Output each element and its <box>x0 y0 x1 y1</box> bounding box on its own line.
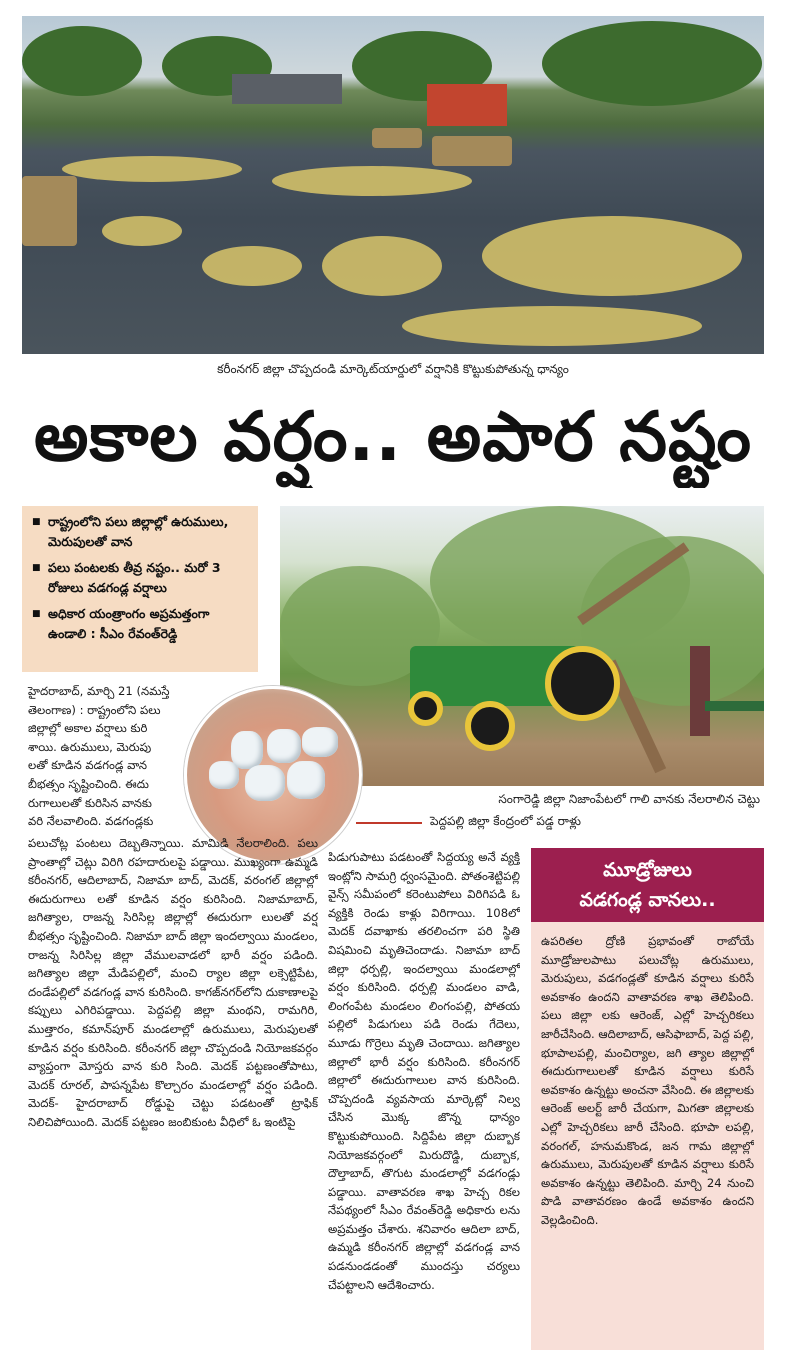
article-col2-body: పిడుగుపాటు పడటంతో సిద్దయ్య అనే వ్యక్తి ఇంట్లోని సామగ్రి ధ్వంసమైంది. పోతంశెట్టిపల్లి వైన్స్ సమీపంలో కరెంటుపోలు విరిగిపడి ఓ వ్యక్తికి రెండు కాళ్లు విరిగాయి. 108లో మెదక్ దవాఖాకు తరలించగా పరి స్థితి విషమించి మృతిచెందాడు. నిజామా బాద్ జిల్లా ధర్పల్లి, ఇందల్వాయి మండలాల్లో వర్షం కురిసింది. ధర్పల్లి మండలం వాడి, లింగంపేట మండలం లింగంపల్లి, పోతయ పల్లిలో పిడుగులు పడి రెండు గేదెలు, మూడు గొర్రెలు మృతి చెందాయి. జగిత్యాల జిల్లాలో భారీ వర్షం కురిసింది. కరీంనగర్ జిల్లాలో ఈదురుగాలుల వాన కురిసింది. చొప్పదండి వ్యవసాయ మార్కెట్లో నిల్వ చేసిన మొక్క జొన్న ధాన్యం కొట్టుకుపోయింది. సిద్దిపేట జిల్లా దుబ్బాక నియోజకవర్గంలో మిరుదొడ్డి, దుబ్బాక, దౌల్తాబాద్, తొగుట మండలాల్లో వడగండ్లు పడ్డాయి. వాతావరణ శాఖ హెచ్చ రికల నేపథ్యంలో సీఎం రేవంత్‌రెడ్డి అధికారు లను అప్రమత్తం చేశారు. శనివారం ఆదిలా బాద్, ఉమ్మడి కరీంనగర్ జిల్లాల్లో వడగండ్ల వాన పడనుండడంతో ముందస్తు చర్యలు చేపట్టాలని ఆదేశించారు. <box>328 850 520 1292</box>
top-photo <box>22 16 764 354</box>
article-line: బీభత్సం సృష్టించింది. ఈదు <box>28 776 149 791</box>
tree-photo-caption: సంగారెడ్డి జిల్లా నిజాంపేటలో గాలి వానకు నేలరాలిన చెట్టు <box>498 792 760 806</box>
sidebar-title <box>531 848 764 922</box>
top-photo-caption: కరీంనగర్ జిల్లా చొప్పదండి మార్కెట్‌యార్డులో వర్షానికి కొట్టుకుపోతున్న ధాన్యం <box>217 362 569 376</box>
sidebar-title-line2: వడగండ్ల వానలు.. <box>579 889 716 911</box>
article-line: తెలంగాణ) : రాష్ట్రంలోని పలు <box>28 702 161 717</box>
article-line: జిల్లాల్లో అకాల వర్షాలు కురి <box>28 721 148 736</box>
article-line: హైదరాబాద్, మార్చి 21 (నమస్తే <box>28 684 170 698</box>
article-line: లతో కూడిన వడగండ్ల వాన <box>28 758 148 773</box>
highlight-item: ■ పలు పంటలకు తీవ్ర నష్టం.. మరో 3 రోజులు వడగండ్ల వర్షాలు <box>32 558 248 598</box>
article-col1-body: పలుచోట్ల పంటలు దెబ్బతిన్నాయి. మామిడి నేలరాలింది. పలు ప్రాంతాల్లో చెట్లు విరిగి రహదారులపై పడ్డాయి. ముఖ్యంగా ఉమ్మడి కరీంనగర్, ఆదిలాబాద్, నిజామా బాద్, మెదక్, వరంగల్ జిల్లాల్లో ఈదురుగాలు లతో కూడిన వర్షం కురిసింది. నిజామాబాద్, జగిత్యాల, రాజన్న సిరిసిల్ల జిల్లాల్లో ఈదురుగా లులతో వర్ష బీభత్సం సృష్టించింది. నిజామా బాద్ జిల్లా ఇందల్వాయి మండలం, రాజన్న సిరిసిల్ల జిల్లా వేములవాడలో భారీ వర్షం పడింది. జగిత్యాల జిల్లా మేడిపల్లిలో, మంచి ర్యాల జిల్లా లక్సెట్టిపేట, దండేపల్లిలో వడగండ్ల వాన కురిసింది. కాగజ్‌నగర్‌లోని దుకాణాలపై కప్పులు ఎగిరిపడ్డాయి. పెద్దపల్లి జిల్లా మంథని, రామగిరి, ముత్తారం, కమాన్‌పూర్ మండలాల్లో ఉరుములు, మెరుపులతో కూడిన వర్షం కురిసింది. కరీంనగర్ జిల్లా చొప్పదండి నియోజకవర్గం వ్యాప్తంగా మోస్తరు వాన కురి సింది. మెదక్ పట్టణంతోపాటు, మెదక్ రూరల్, పాపన్నపేట కొల్చారం మండలాల్లో వర్షం పడింది. మెదక్- హైదరాబాద్ రోడ్డుపై చెట్టు పడటంతో ట్రాఫిక్ నిలిచిపోయింది. మెదక్ పట్టణం జంబికుంట వీధిలో ఓ ఇంటిపై <box>28 836 318 1129</box>
article-line: శాయి. ఉరుములు, మెరుపు <box>28 739 152 754</box>
sidebar-title-line1: మూడ్రోజులు <box>603 859 692 881</box>
sidebar-body <box>531 922 764 1350</box>
sidebar-text: ఉపరితల ద్రోణి ప్రభావంతో రాబోయే మూడ్రోజులపాటు పలుచోట్ల ఉరుములు, మెరుపులు, వడగండ్లతో కూడిన వర్షాలు కురిసే అవకాశం ఉందని వాతావరణ శాఖ తెలిపింది. పలు జిల్లా లకు ఆరెంజ్, ఎల్లో హెచ్చరికలు జారీచేసింది. ఆదిలాబాద్, ఆసిఫాబాద్, పెద్ద పల్లి, భూపాలపల్లి, మంచిర్యాల, జగి త్యాల జిల్లాల్లో ఈదురుగాలులతో కూడిన వర్షాలు కురిసే అవకాశం ఉన్నట్టు అంచనా వేసింది. ఈ జిల్లాలకు ఆరెంజ్ అలర్ట్ జారీ చేయగా, మిగతా జిల్లాలకు ఎల్లో హెచ్చరికలు జారీ చేసింది. భూపా లపల్లి, వరంగల్, హనుమకొండ, జన గామ జిల్లాల్లో ఉరుములు, మెరుపులతో కూడిన వర్షాలు కురిసే అవకాశం ఉన్నట్టు తెలిపింది. మార్చి 24 నుంచి పొడి వాతావరణం ఉండే అవకాశం ఉందని వెల్లడించింది. <box>541 934 754 1227</box>
highlight-item: ■ అధికార యంత్రాంగం అప్రమత్తంగా ఉండాలి : సీఎం రేవంత్‌రెడ్డి <box>32 604 248 644</box>
headline: అకాల వర్షం.. అపార నష్టం <box>34 398 752 477</box>
highlights-box <box>22 506 258 672</box>
hail-photo-caption: పెద్దపల్లి జిల్లా కేంద్రంలో పడ్డ రాళ్లు <box>430 814 581 828</box>
article-col1-intro <box>28 682 178 831</box>
highlight-item: ■ రాష్ట్రంలోని పలు జిల్లాల్లో ఉరుములు, మెరుపులతో వాన <box>32 512 248 552</box>
article-line: వరి నేలవాలింది. వడగండ్లకు <box>28 814 154 829</box>
article-line: రుగాలులతో కురిసిన వానకు <box>28 795 152 810</box>
hail-pointer-arrow <box>356 822 422 824</box>
